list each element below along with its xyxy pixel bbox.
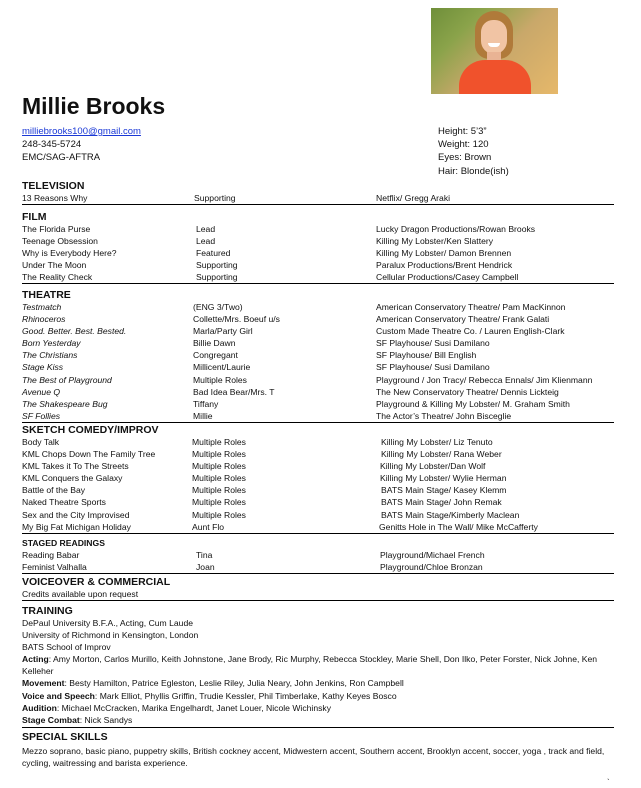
section-title: SKETCH COMEDY/IMPROV [22, 424, 159, 436]
credit-role: Aunt Flo [192, 521, 225, 532]
credit-row [22, 509, 614, 521]
credit-company: Genitts Hole in The Wall/ Mike McCafferty [379, 521, 538, 532]
staged-readings-section [22, 537, 614, 574]
headshot-photo [431, 8, 558, 94]
credit-company: Playground/Chloe Bronzan [380, 562, 483, 573]
credit-role: Marla/Party Girl [193, 326, 253, 337]
credit-title: 13 Reasons Why [22, 193, 88, 203]
audition-teachers: Audition: Michael McCracken, Marika Engelhardt, Janet Louer, Nicole Wichinsky [22, 702, 331, 713]
credit-row [22, 235, 614, 247]
credit-role: Multiple Roles [192, 497, 246, 508]
credit-role: Multiple Roles [193, 374, 247, 385]
special-skills-section [22, 731, 614, 769]
credit-row [22, 374, 614, 386]
credit-role: Congregant [193, 350, 238, 361]
voiceover-note: Credits available upon request [22, 589, 139, 599]
credit-role: Collette/Mrs. Boeuf u/s [193, 314, 280, 325]
credit-title: KML Chops Down The Family Tree [22, 449, 156, 460]
credit-company: BATS Main Stage/ John Remak [381, 497, 502, 508]
credit-title: Naked Theatre Sports [22, 497, 106, 508]
credit-row [22, 561, 614, 573]
physical-stats [438, 125, 509, 178]
film-section [22, 211, 614, 284]
eyes: Eyes: Brown [438, 152, 492, 164]
credit-company: Killing My Lobster/ Wylie Herman [380, 473, 507, 484]
training-section [22, 605, 614, 728]
credit-row [22, 223, 614, 235]
credit-company: Killing My Lobster/ Rana Weber [381, 449, 502, 460]
credit-title: SF Follies [22, 410, 61, 421]
credit-title: KML Takes it To The Streets [22, 461, 129, 472]
credit-role: Millie [193, 410, 213, 421]
credit-company: Killing My Lobster/ Liz Tenuto [381, 437, 493, 447]
credit-title: The Christians [22, 350, 78, 361]
credit-title: Reading Babar [22, 550, 80, 560]
hair: Hair: Blonde(ish) [438, 165, 509, 177]
credit-row [22, 361, 614, 373]
credit-company: Killing My Lobster/ Damon Brennen [376, 248, 512, 259]
credit-company: Playground/Michael French [380, 550, 485, 560]
credit-row [22, 484, 614, 496]
credit-row [22, 337, 614, 349]
credit-row [22, 460, 614, 472]
phone-number: 248-345-5724 [22, 139, 82, 150]
credit-title: The Best of Playground [22, 374, 112, 385]
credit-title: Good. Better. Best. Bested. [22, 326, 127, 337]
credit-company: SF Playhouse/ Bill English [376, 350, 477, 361]
theatre-section [22, 289, 614, 423]
credit-title: Teenage Obsession [22, 236, 98, 247]
credit-role: Tiffany [193, 398, 219, 409]
credit-title: Born Yesterday [22, 338, 81, 349]
credit-role: Joan [196, 562, 215, 573]
credit-company: Playground / Jon Tracy/ Rebecca Ennals/ Jim Klienmann [376, 374, 593, 385]
credit-title: Battle of the Bay [22, 485, 86, 496]
credit-company: SF Playhouse/ Susi Damilano [376, 362, 490, 373]
credit-title: Avenue Q [22, 386, 61, 397]
voiceover-section [22, 576, 614, 601]
section-title: SPECIAL SKILLS [22, 731, 108, 743]
credit-company: Custom Made Theatre Co. / Lauren English-Clark [376, 326, 565, 337]
credit-company: Cellular Productions/Casey Campbell [376, 272, 519, 283]
combat-teachers: Stage Combat: Nick Sandys [22, 714, 133, 725]
height: Height: 5’3” [438, 126, 487, 137]
credit-role: Multiple Roles [192, 449, 246, 460]
credit-company: BATS Main Stage/ Kasey Klemm [381, 485, 507, 496]
credit-row [22, 271, 614, 283]
section-title: FILM [22, 211, 47, 223]
credit-title: KML Conquers the Galaxy [22, 473, 123, 484]
credit-role: Multiple Roles [192, 437, 246, 447]
union-affiliation: EMC/SAG-AFTRA [22, 152, 101, 163]
credit-row [22, 436, 614, 448]
credit-row [22, 410, 614, 422]
weight: Weight: 120 [438, 139, 489, 151]
credit-role: Supporting [196, 260, 238, 271]
credit-company: American Conservatory Theatre/ Pam MacKinnon [376, 302, 566, 312]
credit-title: Sex and the City Improvised [22, 509, 130, 520]
credit-title: The Shakespeare Bug [22, 398, 108, 409]
credit-row [22, 521, 614, 533]
skills-text: Mezzo soprano, basic piano, puppetry skills, British cockney accent, Midwestern accent, Southern accent, Brooklyn accent, soccer, yoga , track and field, cycling, waitressing and barista experience. [22, 746, 605, 769]
credit-row [22, 301, 614, 313]
credit-company: SF Playhouse/ Susi Damilano [376, 338, 490, 349]
credit-title: Stage Kiss [22, 362, 64, 373]
credit-title: The Florida Purse [22, 224, 91, 234]
credit-title: My Big Fat Michigan Holiday [22, 521, 131, 532]
credit-role: Tina [196, 550, 213, 560]
training-line: DePaul University B.F.A., Acting, Cum Laude [22, 618, 193, 628]
credit-row [22, 398, 614, 410]
credit-row [22, 496, 614, 508]
credit-title: The Reality Check [22, 272, 93, 283]
section-title: TELEVISION [22, 180, 85, 192]
credit-role: Multiple Roles [192, 461, 246, 472]
credit-role: Bad Idea Bear/Mrs. T [193, 386, 275, 397]
credit-role: Lead [196, 236, 216, 247]
credit-title: Rhinoceros [22, 314, 66, 325]
credit-company: Netflix/ Gregg Araki [376, 193, 451, 203]
credit-company: The Actor’s Theatre/ John Bisceglie [376, 410, 512, 421]
credit-role: Multiple Roles [192, 509, 246, 520]
sketch-comedy-section [22, 424, 614, 534]
credit-company: Paralux Productions/Brent Hendrick [376, 260, 513, 271]
credit-company: Playground & Killing My Lobster/ M. Graham Smith [376, 398, 570, 409]
credit-row [22, 472, 614, 484]
credit-role: Supporting [196, 272, 238, 283]
contact-block [22, 125, 141, 164]
credit-row [22, 247, 614, 259]
section-title: TRAINING [22, 605, 73, 617]
corner-mark: ` [607, 778, 610, 787]
television-section [22, 180, 614, 205]
credit-role: Multiple Roles [192, 473, 246, 484]
credit-role: Featured [196, 248, 231, 259]
credit-company: American Conservatory Theatre/ Frank Galati [376, 314, 550, 325]
credit-title: Testmatch [22, 302, 62, 312]
movement-teachers: Movement: Besty Hamilton, Patrice Egleston, Leslie Riley, Julia Neary, John Jenkins, Ron Campbell [22, 678, 404, 689]
credit-company: Killing My Lobster/Dan Wolf [380, 461, 486, 472]
training-line: University of Richmond in Kensington, London [22, 630, 199, 641]
actor-name: Millie Brooks [22, 93, 166, 119]
credit-row [22, 448, 614, 460]
training-line: BATS School of Improv [22, 642, 111, 653]
credit-role: Lead [196, 224, 216, 234]
credit-role: Billie Dawn [193, 338, 236, 349]
section-title: THEATRE [22, 289, 71, 301]
credit-company: BATS Main Stage/Kimberly Maclean [381, 509, 520, 520]
credit-row [22, 325, 614, 337]
credit-role: Multiple Roles [192, 485, 246, 496]
credit-row [22, 349, 614, 361]
credit-row [22, 386, 614, 398]
credit-role: Millicent/Laurie [193, 362, 251, 373]
email-link[interactable]: milliebrooks100@gmail.com [22, 126, 141, 137]
credit-title: Body Talk [22, 437, 60, 447]
credit-company: The New Conservatory Theatre/ Dennis Lickteig [376, 386, 559, 397]
credit-role: (ENG 3/Two) [193, 302, 243, 312]
credit-row [22, 192, 614, 204]
section-title: STAGED READINGS [22, 538, 105, 548]
credit-row [22, 549, 614, 561]
credit-title: Under The Moon [22, 260, 87, 271]
section-title: VOICEOVER & COMMERCIAL [22, 576, 171, 588]
credit-row [22, 259, 614, 271]
voice-teachers: Voice and Speech: Mark Elliot, Phyllis Griffin, Trudie Kessler, Phil Timberlake, Kathy Keyes Bosco [22, 690, 397, 701]
credit-company: Killing My Lobster/Ken Slattery [376, 236, 494, 247]
credit-row [22, 313, 614, 325]
credit-title: Why is Everybody Here? [22, 248, 117, 259]
acting-teachers: Acting: Amy Morton, Carlos Murillo, Keith Johnstone, Jane Brody, Ric Murphy, Rebecca Stockley, Marie Shell, Don Ilko, Peter Forster, Nick Johne, Ken Kelleher [22, 654, 598, 677]
credit-company: Lucky Dragon Productions/Rowan Brooks [376, 224, 536, 234]
credit-title: Feminist Valhalla [22, 562, 87, 573]
credit-role: Supporting [194, 193, 236, 203]
